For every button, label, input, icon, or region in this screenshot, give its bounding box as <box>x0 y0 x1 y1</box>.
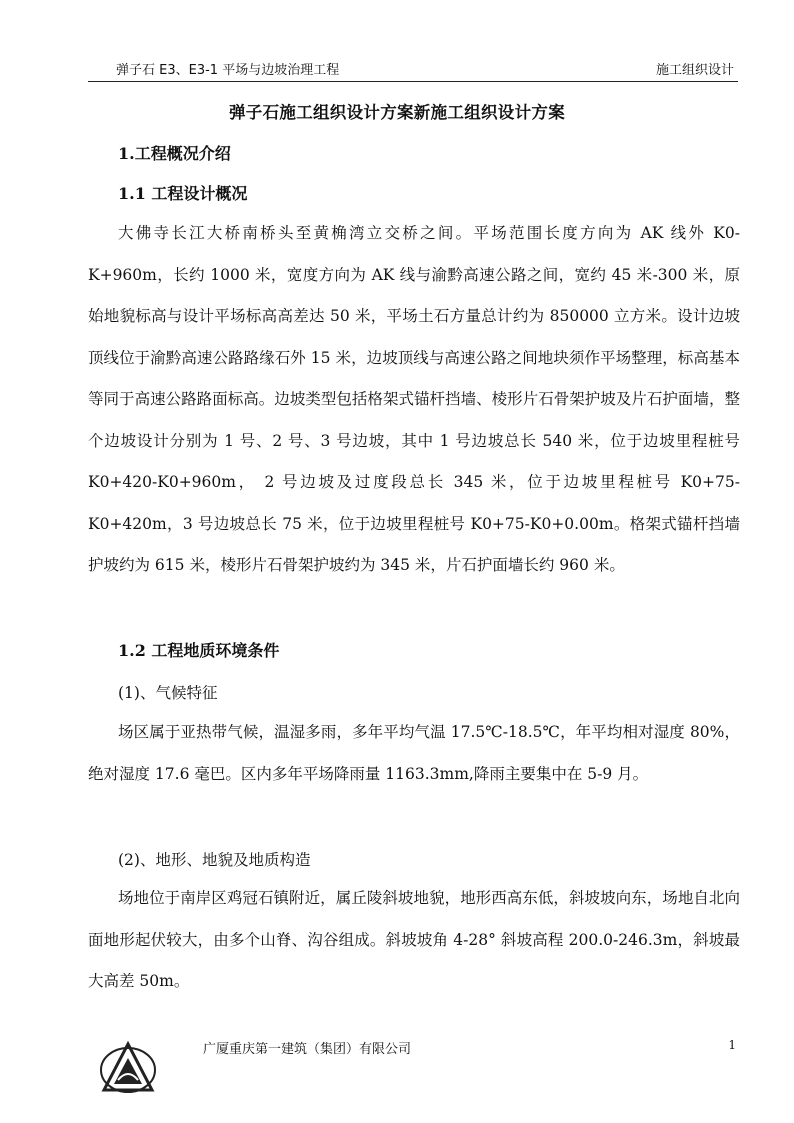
paragraph-design-overview: 大佛寺长江大桥南桥头至黄桷湾立交桥之间。平场范围长度方向为 AK 线外 K0-K+960m，长约 1000 米，宽度方向为 AK 线与渝黔高速公路之间，宽约 45 米-300 米，原始地貌标高与设计平场标高高差达 50 米，平场土石方量总计约为 850000 立方米。设计边坡顶线位于渝黔高速公路路缘石外 15 米，边坡顶线与高速公路之间地块须作平场整理，标高基本等同于高速公路路面标高。边坡类型包括格架式锚杆挡墙、棱形片石骨架护坡及片石护面墙，整个边坡设计分别为 1 号、2 号、3 号边坡，其中 1 号边坡总长 540 米，位于边坡里程桩号 K0+420-K0+960m， 2 号边坡及过度段总长 345 米，位于边坡里程桩号 K0+75-K0+420m，3 号边坡总长 75 米，位于边坡里程桩号 K0+75-K0+0.00m。格架式锚杆挡墙护坡约为 615 米，棱形片石骨架护坡约为 345 米，片石护面墙长约 960 米。 <box>88 224 740 574</box>
company-logo-icon <box>98 1038 158 1098</box>
header-doc-type: 施工组织设计 <box>655 63 734 78</box>
paragraph-climate: 场区属于亚热带气候，温湿多雨，多年平均气温 17.5℃-18.5℃，年平均相对湿度 80%，绝对湿度 17.6 毫巴。区内多年平场降雨量 1163.3mm,降雨主要集中在 5-9 月。 <box>88 723 740 783</box>
document-title: 弹子石施工组织设计方案新施工组织设计方案 <box>229 103 565 122</box>
subheading-terrain: (2)、地形、地貌及地质构造 <box>118 851 311 869</box>
section-heading-1-2: 1.2 工程地质环境条件 <box>118 641 280 660</box>
section-heading-1-1: 1.1 工程设计概况 <box>118 184 248 203</box>
page-footer <box>88 1038 738 1118</box>
paragraph-terrain: 场地位于南岸区鸡冠石镇附近，属丘陵斜坡地貌，地形西高东低，斜坡坡向东，场地自北向面地形起伏较大，由多个山脊、沟谷组成。斜坡坡角 4-28° 斜坡高程 200.0-246.3m，斜坡最大高差 50m。 <box>88 889 740 990</box>
page-header <box>88 55 738 82</box>
subheading-climate: (1)、气候特征 <box>118 684 218 702</box>
section-heading-1: 1.工程概况介绍 <box>118 144 231 163</box>
page-number: 1 <box>728 1038 736 1052</box>
header-project-name: 弹子石 E3、E3-1 平场与边坡治理工程 <box>116 63 340 78</box>
footer-company-name: 广厦重庆第一建筑（集团）有限公司 <box>203 1042 412 1057</box>
